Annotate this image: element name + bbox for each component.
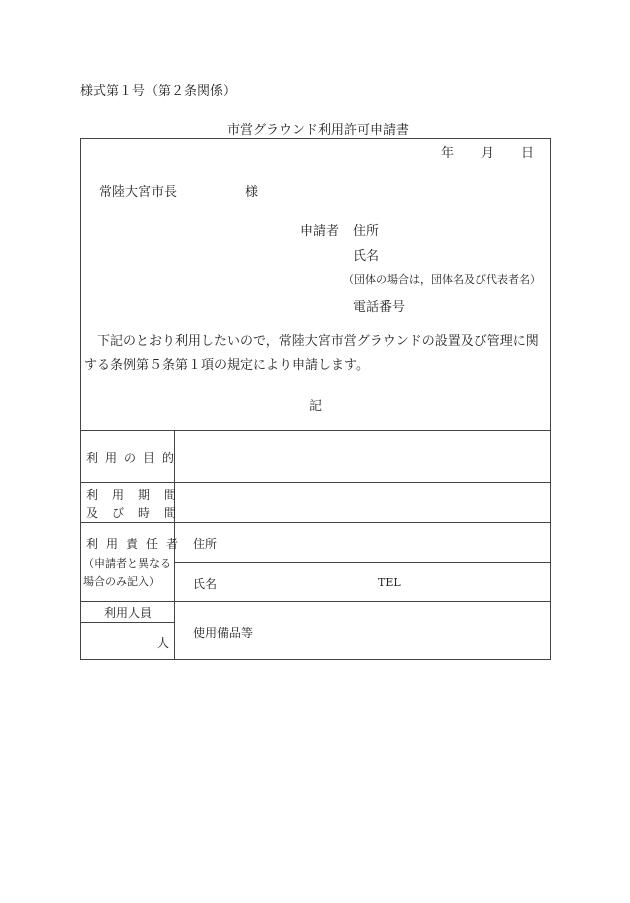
row-divider-3: [80, 601, 551, 602]
applicant-group-note: （団体の場合は，団体名及び代表者名）: [343, 273, 541, 286]
body-paragraph: 下記のとおり利用したいので，常陸大宮市営グラウンドの設置及び管理に関する条例第５条第１項の規定により申請します。: [84, 334, 539, 373]
addressee-honorific: 様: [245, 185, 259, 200]
responsible-tel-field[interactable]: [405, 566, 548, 598]
equipment-field[interactable]: [260, 606, 548, 656]
responsible-name-field[interactable]: [230, 566, 370, 598]
row-divider-2: [80, 522, 551, 523]
responsible-label-line2: （申請者と異なる: [83, 557, 171, 570]
applicant-label: 申請者: [300, 224, 340, 239]
row-divider-1: [80, 482, 551, 483]
people-label: 利用人員: [104, 606, 153, 620]
responsible-address-label: 住所: [193, 537, 218, 551]
people-count-field[interactable]: [84, 625, 144, 657]
applicant-phone-label: 電話番号: [353, 300, 406, 315]
responsible-inner-divider: [174, 562, 551, 563]
date-month: 月: [481, 146, 495, 161]
responsible-address-field[interactable]: [230, 526, 548, 558]
people-unit: 人: [157, 636, 170, 650]
equipment-label: 使用備品等: [193, 626, 254, 640]
period-label-line2: 及び時間: [86, 506, 191, 520]
period-field[interactable]: [176, 484, 549, 520]
responsible-name-label: 氏名: [193, 577, 218, 591]
applicant-name-label: 氏名: [353, 249, 380, 264]
people-inner-divider: [80, 622, 174, 623]
purpose-label: 利用の目的: [86, 451, 182, 465]
date-day: 日: [521, 146, 535, 161]
applicant-address-label: 住所: [353, 224, 380, 239]
addressee-name: 常陸大宮市長: [99, 185, 178, 200]
period-label-line1: 利用期間: [86, 488, 191, 502]
ki-heading: 記: [309, 399, 323, 414]
form-number: 様式第１号（第２条関係）: [80, 84, 237, 99]
responsible-label-line1: 利用責任者: [86, 537, 187, 551]
purpose-field[interactable]: [176, 432, 549, 480]
form-title: 市営グラウンド利用許可申請書: [227, 123, 410, 138]
table-top-line: [80, 430, 551, 431]
date-year: 年: [441, 146, 455, 161]
responsible-tel-label: TEL: [378, 576, 401, 589]
responsible-label-line3: 場合のみ記入）: [83, 575, 160, 588]
